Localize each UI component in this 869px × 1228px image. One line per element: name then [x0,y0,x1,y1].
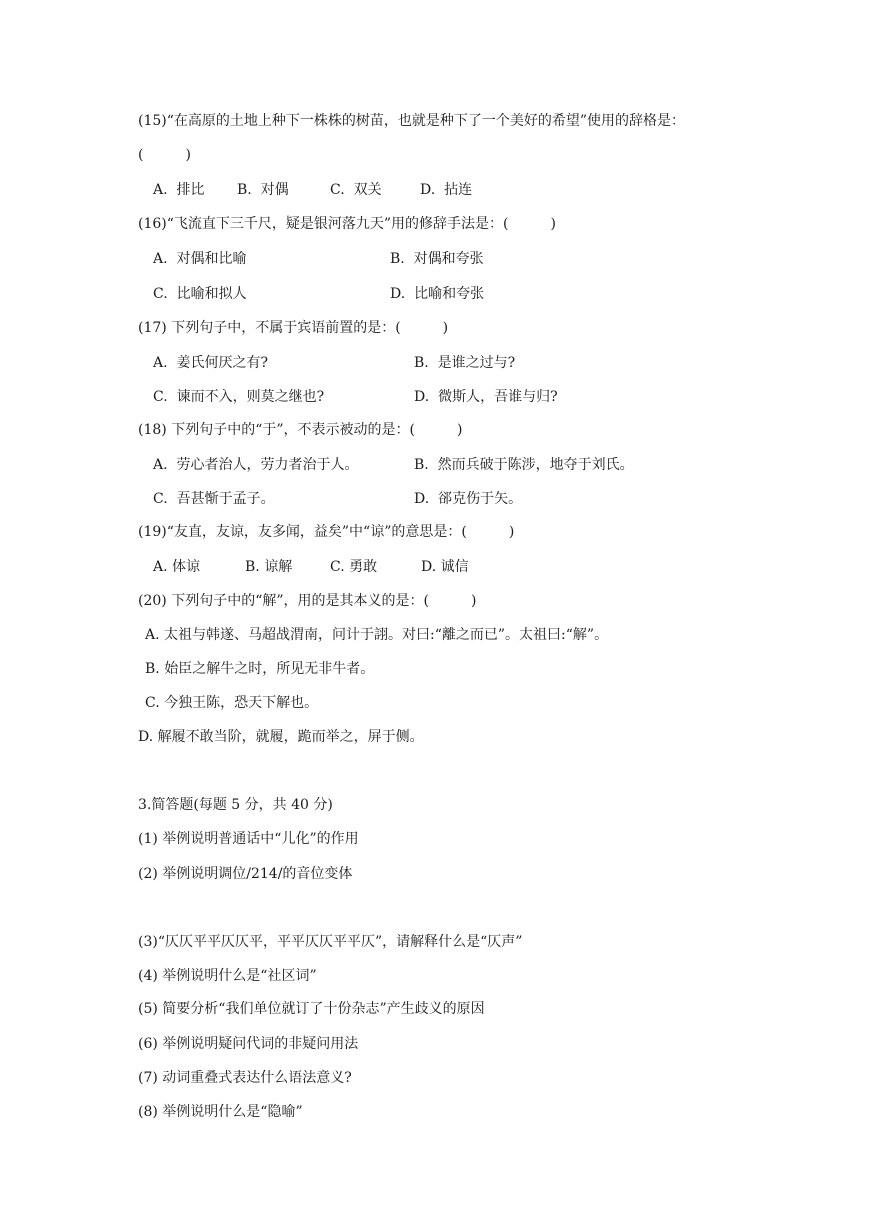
short-answer-item-1: (1) 举例说明普通话中“儿化”的作用 [138,831,359,847]
short-answer-item-6: (6) 举例说明疑问代词的非疑问用法 [138,1036,359,1052]
short-answer-item-8: (8) 举例说明什么是“隐喻” [138,1104,303,1120]
q15-option-c: C. 双关 [330,182,382,198]
question-15-answer-blank: ( ) [138,147,191,163]
q20-option-b: B. 始臣之解牛之时，所见无非牛者。 [145,661,375,677]
q16-option-b: B. 对偶和夸张 [390,251,484,267]
q17-option-b: B. 是谁之过与? [414,355,516,371]
section-3-heading: 3.简答题(每题 5 分，共 40 分) [138,797,333,813]
q20-option-a: A. 太祖与韩遂、马超战渭南，问计于詡。对曰:“離之而已”。太祖曰:“解”。 [145,627,609,643]
q16-option-d: D. 比喻和夸张 [390,286,485,302]
q19-option-d: D. 诚信 [421,559,469,575]
q20-option-c: C. 今独王陈，恐天下解也。 [145,695,319,711]
q16-option-c: C. 比喻和拟人 [153,286,247,302]
q15-option-a: A. 排比 [153,182,205,198]
q18-option-c: C. 吾甚惭于孟子。 [153,491,275,507]
q17-option-a: A. 姜氏何厌之有? [153,355,268,371]
q18-option-a: A. 劳心者治人，劳力者治于人。 [153,457,359,473]
q19-option-b: B. 谅解 [245,559,293,575]
question-17-stem: (17) 下列句子中，不属于宾语前置的是：( ) [138,320,449,336]
question-18-stem: (18) 下列句子中的“于”，不表示被动的是：( ) [138,422,463,438]
question-15-stem: (15)“在高原的土地上种下一株株的树苗，也就是种下了一个美好的希望”使用的辞格是： [138,113,686,129]
q19-option-c: C. 勇敢 [330,559,378,575]
q19-option-a: A. 体谅 [153,559,201,575]
q15-option-d: D. 拈连 [420,182,473,198]
q18-option-b: B. 然而兵破于陈涉，地夺于刘氏。 [414,457,634,473]
short-answer-item-7: (7) 动词重叠式表达什么语法意义? [138,1070,352,1086]
short-answer-item-5: (5) 简要分析“我们单位就订了十份杂志”产生歧义的原因 [138,1001,485,1017]
q17-option-c: C. 谏而不入，则莫之继也? [153,389,325,405]
short-answer-item-3: (3)“仄仄平平仄仄平，平平仄仄平平仄”，请解释什么是“仄声” [138,934,523,950]
q18-option-d: D. 郤克伤于矢。 [414,491,523,507]
q20-option-d: D. 解履不敢当阶，就履，跪而举之，屏于侧。 [138,729,424,745]
question-19-stem: (19)“友直，友谅，友多闻，益矣”中“谅”的意思是：( ) [138,524,515,540]
question-20-stem: (20) 下列句子中的“解”，用的是其本义的是：( ) [138,593,477,609]
question-16-stem: (16)“飞流直下三千尺，疑是银河落九天”用的修辞手法是：( ) [138,216,556,232]
q15-option-b: B. 对偶 [237,182,289,198]
q16-option-a: A. 对偶和比喻 [153,251,247,267]
q17-option-d: D. 微斯人，吾谁与归? [414,389,558,405]
short-answer-item-4: (4) 举例说明什么是“社区词” [138,968,317,984]
short-answer-item-2: (2) 举例说明调位/214/的音位变体 [138,866,353,882]
